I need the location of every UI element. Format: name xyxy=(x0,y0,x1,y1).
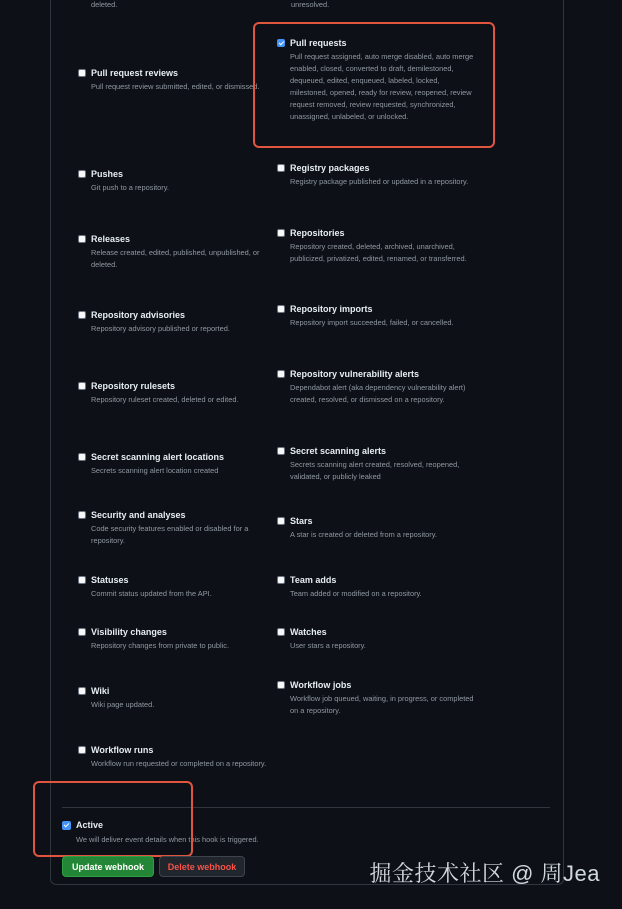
event-description: Pull request review submitted, edited, or dismissed. xyxy=(91,82,260,91)
delete-webhook-button[interactable]: Delete webhook xyxy=(159,856,245,877)
event-repository-imports[interactable] xyxy=(277,304,477,329)
event-description: Repository advisory published or reported. xyxy=(91,324,230,333)
event-repository-vulnerability-alerts[interactable] xyxy=(277,369,477,406)
checkbox-active[interactable] xyxy=(62,821,71,830)
event-description: Secrets scanning alert location created xyxy=(91,466,219,475)
checkbox-repository-imports[interactable] xyxy=(277,305,285,313)
checkbox-repositories[interactable] xyxy=(277,229,285,237)
event-description: Registry package published or updated in a repository. xyxy=(290,177,469,186)
event-registry-packages[interactable] xyxy=(277,163,477,188)
previous-event-desc-fragment: unresolved. xyxy=(291,0,330,9)
checkbox-stars[interactable] xyxy=(277,517,285,525)
checkbox-repository-advisories[interactable] xyxy=(78,311,86,319)
checkbox-security-and-analyses[interactable] xyxy=(78,511,86,519)
event-title: Stars xyxy=(290,516,313,526)
checkbox-pull-request-reviews[interactable] xyxy=(78,69,86,77)
checkbox-watches[interactable] xyxy=(277,628,285,636)
event-watches[interactable] xyxy=(277,627,477,652)
checkbox-workflow-jobs[interactable] xyxy=(277,681,285,689)
event-description: Secrets scanning alert created, resolved, reopened, validated, or publicly leaked xyxy=(290,460,460,481)
active-toggle-row[interactable] xyxy=(62,820,259,844)
event-title: Releases xyxy=(91,234,131,244)
event-title: Statuses xyxy=(91,575,129,585)
checkbox-wiki[interactable] xyxy=(78,687,86,695)
event-title: Pull request reviews xyxy=(91,68,179,78)
event-description: Workflow job queued, waiting, in progress, or completed on a repository. xyxy=(290,694,474,715)
event-title: Pushes xyxy=(91,169,124,179)
event-security-and-analyses[interactable] xyxy=(78,510,273,547)
event-description: User stars a repository. xyxy=(290,641,366,650)
divider xyxy=(62,807,550,808)
checkbox-team-adds[interactable] xyxy=(277,576,285,584)
checkbox-secret-scanning-alert-locations[interactable] xyxy=(78,453,86,461)
event-visibility-changes[interactable] xyxy=(78,627,273,652)
checkbox-repository-rulesets[interactable] xyxy=(78,382,86,390)
event-description: Workflow run requested or completed on a repository. xyxy=(91,759,267,768)
event-title: Registry packages xyxy=(290,163,370,173)
event-description: Wiki page updated. xyxy=(91,700,155,709)
event-secret-scanning-alerts[interactable] xyxy=(277,446,477,483)
event-description: Code security features enabled or disabled for a repository. xyxy=(91,524,249,545)
event-title: Visibility changes xyxy=(91,627,167,637)
event-title: Workflow jobs xyxy=(290,680,352,690)
event-description: Repository changes from private to public. xyxy=(91,641,230,650)
event-title: Repository vulnerability alerts xyxy=(290,369,420,379)
previous-event-desc-fragment: deleted. xyxy=(91,0,118,9)
checkbox-secret-scanning-alerts[interactable] xyxy=(277,447,285,455)
event-workflow-jobs[interactable] xyxy=(277,680,477,717)
active-description: We will deliver event details when this hook is triggered. xyxy=(76,835,259,844)
event-title: Watches xyxy=(290,627,327,637)
event-pull-requests[interactable] xyxy=(277,38,477,123)
checkbox-statuses[interactable] xyxy=(78,576,86,584)
active-label: Active xyxy=(76,820,104,830)
event-title: Repository rulesets xyxy=(91,381,176,391)
event-pull-request-reviews[interactable] xyxy=(78,68,273,93)
checkbox-visibility-changes[interactable] xyxy=(78,628,86,636)
event-description: Repository ruleset created, deleted or edited. xyxy=(91,395,239,404)
event-title: Pull requests xyxy=(290,38,347,48)
event-title: Repository imports xyxy=(290,304,373,314)
event-description: Repository created, deleted, archived, unarchived, publicized, privatized, edited, renamed, or transferred. xyxy=(290,242,467,263)
event-pushes[interactable] xyxy=(78,169,273,194)
event-description: Git push to a repository. xyxy=(91,183,169,192)
checkbox-workflow-runs[interactable] xyxy=(78,746,86,754)
event-title: Security and analyses xyxy=(91,510,186,520)
event-title: Secret scanning alerts xyxy=(290,446,387,456)
event-team-adds[interactable] xyxy=(277,575,477,600)
event-secret-scanning-alert-locations[interactable] xyxy=(78,452,273,477)
event-description: Pull request assigned, auto merge disabled, auto merge enabled, closed, converted to draft, demilestoned, dequeued, edited, enqueued, labeled, locked, milestoned, opened, ready for review, reopened, review request removed, review requested, synchronized, unassigned, unlabeled, or unlocked. xyxy=(290,52,474,121)
event-repositories[interactable] xyxy=(277,228,477,265)
event-repository-rulesets[interactable] xyxy=(78,381,273,406)
event-title: Team adds xyxy=(290,575,337,585)
event-title: Repository advisories xyxy=(91,310,186,320)
event-description: Commit status updated from the API. xyxy=(91,589,212,598)
event-title: Wiki xyxy=(91,686,110,696)
event-stars[interactable] xyxy=(277,516,477,541)
event-description: Dependabot alert (aka dependency vulnerability alert) created, resolved, or dismissed on a repository. xyxy=(290,383,466,404)
event-title: Repositories xyxy=(290,228,345,238)
checkbox-releases[interactable] xyxy=(78,235,86,243)
checkbox-registry-packages[interactable] xyxy=(277,164,285,172)
event-description: Repository import succeeded, failed, or cancelled. xyxy=(290,318,454,327)
event-description: Team added or modified on a repository. xyxy=(290,589,422,598)
event-title: Secret scanning alert locations xyxy=(91,452,225,462)
event-description: Release created, edited, published, unpublished, or deleted. xyxy=(91,248,260,269)
checkbox-pushes[interactable] xyxy=(78,170,86,178)
update-webhook-button[interactable]: Update webhook xyxy=(62,856,154,877)
event-wiki[interactable] xyxy=(78,686,273,711)
event-repository-advisories[interactable] xyxy=(78,310,273,335)
event-releases[interactable] xyxy=(78,234,273,271)
event-statuses[interactable] xyxy=(78,575,273,600)
event-description: A star is created or deleted from a repository. xyxy=(290,530,437,539)
event-workflow-runs[interactable] xyxy=(78,745,273,770)
checkbox-repository-vulnerability-alerts[interactable] xyxy=(277,370,285,378)
checkbox-pull-requests[interactable] xyxy=(277,39,285,47)
event-title: Workflow runs xyxy=(91,745,154,755)
watermark: 掘金技术社区 @ 周Jea xyxy=(369,861,600,886)
